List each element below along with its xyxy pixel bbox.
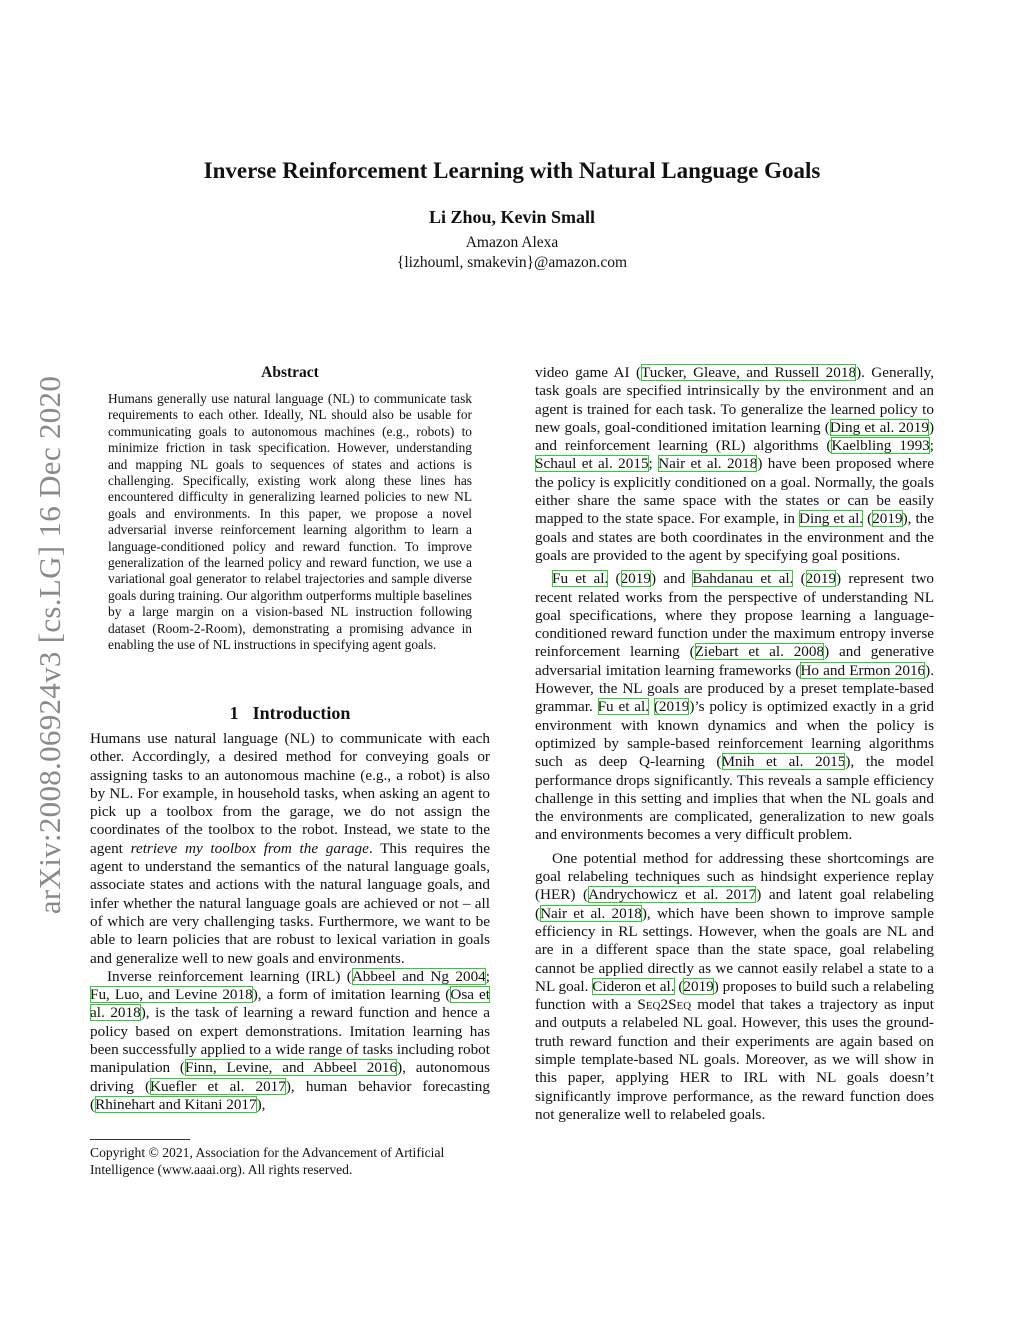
citation-link[interactable]: 2019 bbox=[872, 510, 903, 528]
right-paragraph-3 bbox=[535, 850, 934, 1124]
citation-link[interactable]: Abbeel and Ng 2004 bbox=[351, 967, 486, 985]
text-span: ). Generally, task goals are specified intrinsically by the environment and an agent is trained for each task. To generalize the learned policy to new goals, goal-conditioned imitation learning ( bbox=[535, 364, 934, 436]
abstract-heading: Abstract bbox=[261, 364, 319, 381]
citation-link[interactable]: 2019 bbox=[683, 977, 714, 995]
text-span: ), the model performance drops significantly. This reveals a sample efficiency challenge in this setting and implies that when the NL goals and the environments are complicated, generalization to new goals and environments becomes a very difficult problem. bbox=[535, 753, 934, 844]
citation-link[interactable]: Nair et al. 2018 bbox=[658, 455, 758, 473]
abstract-text: Humans generally use natural language (NL) to communicate task requirements to each other. Ideally, NL should also be usable for communicating goals to autonomous machines (e.g., robots) to minimize friction in task specification. However, understanding and mapping NL goals to sequences of states and actions is challenging. Specifically, existing work along these lines has encountered difficulty in generalizing learned policies to new NL goals and environments. In this paper, we propose a novel adversarial inverse reinforcement learning algorithm to learn a language-conditioned policy and reward function. To improve generalization of the learned policy and reward function, we use a variational goal generator to relabel trajectories and sample diverse goals during training. Our algorithm outperforms multiple baselines by a large margin on a vision-based NL instruction following dataset (Room-2-Room), demonstrating a promising advance in enabling the use of NL instructions in specifying agent goals. bbox=[108, 391, 472, 653]
right-paragraph-2 bbox=[535, 570, 934, 844]
text-span: Inverse reinforcement learning (IRL) ( bbox=[107, 967, 352, 985]
text-span: ), a form of imitation learning ( bbox=[252, 986, 451, 1004]
citation-link[interactable]: 2019 bbox=[805, 570, 837, 588]
text-span: ( bbox=[793, 570, 806, 588]
copyright-footnote: Copyright © 2021, Association for the Advancement of Artificial Intelligence (www.aaai.org). All rights reserved. bbox=[90, 1145, 445, 1177]
text-span: ), human behavior forecasting ( bbox=[90, 1077, 490, 1113]
citation-link[interactable]: 2019 bbox=[620, 570, 651, 588]
citation-link[interactable]: Cideron et al. bbox=[592, 977, 675, 995]
text-span: ; bbox=[648, 455, 659, 473]
citation-link[interactable]: Nair et al. 2018 bbox=[540, 904, 642, 922]
arxiv-stamp-text: arXiv:2008.06924v3 [cs.LG] 16 Dec 2020 bbox=[32, 375, 67, 915]
left-column-body bbox=[90, 730, 490, 1114]
text-span: ; bbox=[929, 437, 934, 455]
emphasis-text: retrieve my toolbox from the garage bbox=[130, 839, 369, 857]
text-span: ) and latent goal relabeling ( bbox=[535, 886, 934, 922]
right-column-body bbox=[535, 364, 934, 1124]
citation-link[interactable]: Ziebart et al. 2008 bbox=[694, 643, 825, 661]
citation-link[interactable]: Kaelbling 1993 bbox=[831, 437, 930, 455]
intro-paragraph-2 bbox=[90, 968, 490, 1114]
citation-link[interactable]: Finn, Levine, and Abbeel 2016 bbox=[185, 1059, 398, 1077]
text-span: ) proposes to build such a relabeling function with a bbox=[535, 977, 934, 1014]
section-title: Introduction bbox=[252, 703, 351, 723]
text-span: ), is the task of learning a reward function and hence a policy based on expert demonstrations. Imitation learning has been successfully applied to a wide range of tasks including robot manipulation ( bbox=[90, 1004, 490, 1077]
right-paragraph-1 bbox=[535, 364, 934, 565]
footnote-rule bbox=[90, 1139, 190, 1140]
text-span: ) and generative adversarial imitation learning frameworks ( bbox=[535, 643, 934, 679]
citation-link[interactable]: Rhinehart and Kitani 2017 bbox=[95, 1095, 257, 1113]
seq2seq-term: Seq2Seq bbox=[637, 996, 692, 1014]
citation-link[interactable]: Ding et al. 2019 bbox=[829, 418, 929, 436]
citation-link[interactable]: Kuefler et al. 2017 bbox=[150, 1077, 286, 1095]
text-span: ), which have been shown to improve sample efficiency in RL settings. However, when the goals are NL and are in a different space than the state space, goal relabeling cannot be applied directly as we cannot easily relabel a state to a NL goal. bbox=[535, 904, 934, 995]
text-span: model that takes a trajectory as input and outputs a relabeled NL goal. However, this uses the ground-truth reward function and their experiments are again based on simple template-based NL goals. Moreover, as we will show in this paper, applying HER to IRL with NL goals doesn’t significantly improve performance, as the reward function does not generalize well to relabeled goals. bbox=[535, 996, 934, 1123]
citation-link[interactable]: (2019 bbox=[653, 698, 690, 716]
citation-link[interactable]: Ho and Ermon 2016 bbox=[800, 661, 926, 679]
text-span: ). However, the NL goals are produced by a preset template-based grammar. bbox=[535, 661, 934, 716]
text-span: ( bbox=[863, 510, 873, 528]
text-span: ) have been proposed where the policy is explicitly conditioned on a goal. Normally, the goals either share the same space with the states or can be easily mapped to the state space. For example, in bbox=[535, 455, 934, 528]
citation-link[interactable]: Fu et al. bbox=[552, 570, 609, 588]
text-span: ( bbox=[674, 977, 684, 995]
text-span: ; bbox=[485, 967, 490, 985]
section-number: 1 bbox=[229, 703, 239, 723]
text-span: One potential method for addressing these shortcomings are goal relabeling techniques such as hindsight experience replay (HER) ( bbox=[535, 849, 934, 904]
text-span: ) represent two recent related works from the perspective of understanding NL goal specifications, where they propose learning a language-conditioned reward function under the maximum entropy inverse reinforcement learning ( bbox=[535, 570, 935, 661]
text-span: ), autonomous driving ( bbox=[90, 1059, 491, 1095]
citation-link[interactable]: Osa et al. 2018 bbox=[90, 986, 490, 1022]
affiliation: Amazon Alexa bbox=[465, 234, 559, 251]
text-span: video game AI ( bbox=[535, 364, 642, 381]
paper-title: Inverse Reinforcement Learning with Natural Language Goals bbox=[203, 158, 821, 183]
citation-link[interactable]: Ding et al. bbox=[799, 510, 864, 528]
text-span: ), the goals and states are both coordinates in the environment and the goals are provided to the agent by specifying goal positions. bbox=[535, 510, 934, 564]
text-span: ), bbox=[256, 1095, 266, 1113]
author-email: {lizhouml, smakevin}@amazon.com bbox=[396, 254, 628, 271]
text-span: ) and reinforcement learning (RL) algorithms ( bbox=[535, 418, 934, 455]
text-span: ) and bbox=[650, 570, 693, 588]
text-span: ( bbox=[608, 570, 621, 588]
authors: Li Zhou, Kevin Small bbox=[428, 207, 596, 227]
intro-paragraph-1 bbox=[90, 730, 490, 968]
text-span: . This requires the agent to understand the semantics of the natural language goals, associate states and actions with the natural language goals, and infer whether the natural language goals are achieved or not – all of which are very challenging tasks. Furthermore, we want to be able to learn policies that are robust to lexical variation in goals and generalize well to new goals and environments. bbox=[90, 839, 490, 967]
citation-link[interactable]: Fu, Luo, and Levine 2018 bbox=[90, 986, 253, 1004]
abstract-body bbox=[108, 391, 472, 654]
section-heading-introduction bbox=[90, 703, 490, 724]
text-span: )’s policy is optimized exactly in a grid environment with known dynamics and when the policy is optimized by sample-based reinforcement learning algorithms such as deep Q-learning ( bbox=[535, 698, 935, 771]
text-span: Humans use natural language (NL) to communicate with each other. Accordingly, a desired method for conveying goals or assigning tasks to an autonomous machine (e.g., a robot) is also by NL. For example, in household tasks, when asking an agent to pick up a toolbox from the garage, we do not assign the coordinates of the toolbox to the robot. Instead, we state to the agent bbox=[90, 730, 490, 857]
citation-link[interactable]: Mnih et al. 2015 bbox=[721, 753, 846, 771]
citation-link[interactable]: Schaul et al. 2015 bbox=[535, 455, 649, 473]
citation-link[interactable]: Andrychowicz et al. 2017 bbox=[588, 886, 757, 904]
citation-link[interactable]: Bahdanau et al. bbox=[692, 570, 794, 588]
citation-link[interactable]: Tucker, Gleave, and Russell 2018 bbox=[641, 364, 857, 381]
citation-link[interactable]: Fu et al. bbox=[597, 698, 650, 716]
